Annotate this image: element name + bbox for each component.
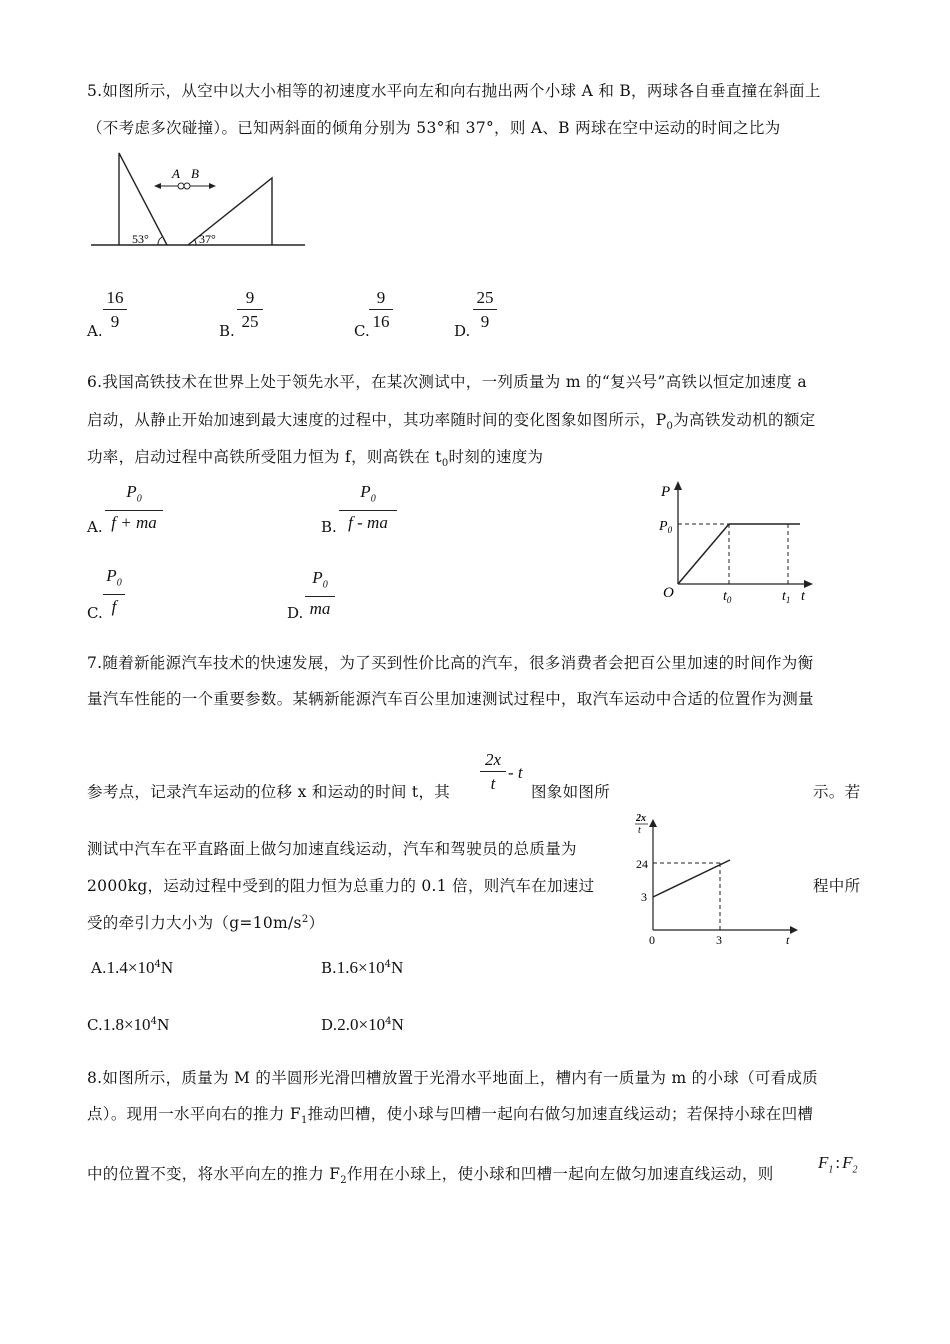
unit: N: [391, 1015, 404, 1034]
power-ramp-line: [678, 524, 729, 584]
x-axis-arrow: [804, 580, 813, 588]
coefficient: 1.4: [106, 958, 128, 977]
q6-option-b-fraction: [339, 482, 397, 533]
times-ten: ×10: [358, 958, 385, 977]
q7-line5b: 程中所: [813, 877, 861, 895]
q6-line3-text-a: 功率，启动过程中高铁所受阻力恒为 f，则高铁在 t: [87, 448, 442, 466]
q7-fraction-tail: - t: [508, 763, 523, 782]
p-symbol: P: [312, 568, 323, 587]
ratio-colon: :: [835, 1153, 841, 1172]
denominator: 9: [110, 312, 120, 331]
fraction-bar: [105, 510, 163, 511]
subscript-0: 0: [667, 525, 673, 535]
q6-line2: [87, 413, 815, 432]
label-b: B: [191, 166, 199, 181]
q6-option-d-fraction: [305, 568, 335, 619]
left-angle-arc: [158, 237, 162, 245]
fraction-bar: [305, 596, 335, 597]
angle-37-label: 37°: [199, 232, 216, 246]
x-axis-label: t: [801, 589, 805, 604]
y-tick-3: 3: [641, 890, 647, 904]
numerator: [339, 482, 397, 509]
q5-option-b-label: B.: [219, 322, 235, 340]
subscript-2: 2: [340, 1175, 347, 1187]
x-axis-arrow: [790, 926, 798, 934]
p-symbol: P: [106, 566, 117, 585]
denominator: f + ma: [111, 513, 157, 533]
p-symbol: P: [659, 519, 668, 534]
x-tick-3: 3: [716, 933, 722, 947]
q5-option-c-label: C.: [354, 322, 370, 340]
t0-tick-label: [723, 589, 732, 605]
q8-line1: 8.如图所示，质量为 M 的半圆形光滑凹槽放置于光滑水平地面上，槽内有一质量为 m 的小球（可看成质: [87, 1069, 819, 1087]
x-axis-label: t: [786, 933, 790, 947]
angle-53-label: 53°: [132, 232, 149, 246]
option-label: D.: [321, 1016, 338, 1034]
fraction-bar: [480, 771, 506, 772]
q5-line1: 5.如图所示，从空中以大小相等的初速度水平向左和向右抛出两个小球 A 和 B，两球各自垂直撞在斜面上: [87, 82, 821, 100]
numerator: 9: [245, 288, 255, 307]
q6-line3: [87, 450, 543, 469]
q7-line3b: 图象如图所: [531, 783, 611, 801]
subscript-0: 0: [726, 595, 732, 605]
times-ten: ×10: [358, 1015, 386, 1034]
q5-incline-figure: [88, 148, 310, 254]
data-line: [653, 860, 730, 897]
exponent: 4: [384, 959, 392, 970]
q7-line6: 受的牵引力大小为$(g=10m/s^2)$: [87, 914, 325, 933]
subscript-0: 0: [370, 493, 376, 505]
q5-option-d-label: D.: [454, 322, 471, 340]
denominator: 16: [372, 312, 390, 331]
q8-line3: [87, 1167, 774, 1186]
fraction-bar: [339, 510, 397, 511]
coefficient: 1.6: [336, 958, 359, 977]
q8-line3-text-a: 中的位置不变，将水平向左的推力 F: [87, 1165, 341, 1183]
subscript-0: 0: [136, 493, 142, 505]
q6-option-c-fraction: [103, 566, 125, 617]
x-tick-0: 0: [649, 933, 655, 947]
q6-line3-text-b: 时刻的速度为: [448, 448, 544, 466]
y-axis-arrow: [674, 481, 682, 490]
q5-option-c-fraction: [369, 288, 393, 332]
q5-option-d-fraction: [473, 288, 497, 332]
q8-line2-text-b: 推动凹槽，使小球与凹槽一起向右做匀加速直线运动；若保持小球在凹槽: [307, 1105, 814, 1123]
q7-option-a: [91, 958, 173, 978]
subscript-0: 0: [116, 577, 122, 589]
label-a: A: [172, 166, 180, 181]
numerator: 25: [476, 288, 494, 307]
p-symbol: P: [126, 482, 137, 501]
t-symbol: t: [723, 589, 727, 604]
numerator: [305, 568, 335, 595]
y-axis-denominator: t: [638, 825, 641, 836]
y-axis-arrow: [649, 819, 657, 827]
q7-option-c: [87, 1015, 169, 1035]
q6-option-a-fraction: [105, 482, 163, 533]
q7-line2: 量汽车性能的一个重要参数。某辆新能源汽车百公里加速测试过程中，取汽车运动中合适的位置作为测量: [87, 690, 814, 708]
exponent: 4: [150, 1016, 157, 1027]
q7-inline-fraction: [480, 750, 506, 794]
option-label: A.: [91, 959, 107, 977]
unit: N: [156, 1015, 170, 1034]
q7-line3c: 示。若: [813, 783, 861, 801]
subscript-1: 1: [828, 1164, 834, 1176]
q8-force-ratio: [818, 1153, 858, 1175]
exponent: 4: [154, 959, 161, 970]
q7-line5a: 2000kg，运动过程中受到的阻力恒为总重力的 0.1 倍，则汽车在加速过: [87, 877, 595, 895]
times-ten: ×10: [123, 1015, 151, 1034]
f2-symbol: F: [842, 1153, 853, 1172]
numerator: [103, 566, 125, 593]
origin-label: O: [663, 585, 674, 601]
q6-line1: 6.我国高铁技术在世界上处于领先水平，在某次测试中，一列质量为 m 的“复兴号”高铁以恒定加速度 a: [87, 373, 807, 391]
denominator: 25: [241, 312, 259, 331]
y-tick-24: 24: [636, 857, 648, 871]
ball-b: [184, 183, 190, 189]
fraction-bar: [473, 309, 497, 310]
q6-option-d-label: D.: [287, 604, 304, 622]
subscript-1: 1: [785, 595, 791, 605]
numerator: 2x: [484, 750, 502, 769]
q5-line2: （不考虑多次碰撞）。已知两斜面的倾角分别为 53°和 37°，则 A、B 两球在空中运动的时间之比为: [87, 119, 781, 137]
ball-a: [178, 183, 184, 189]
exponent: 4: [385, 1016, 392, 1027]
q6-line2-text-b: 为高铁发动机的额定: [673, 411, 816, 429]
q7-line4: 测试中汽车在平直路面上做匀加速直线运动，汽车和驾驶员的总质量为: [87, 840, 577, 858]
q5-option-a-fraction: [103, 288, 127, 332]
subscript-1: 1: [300, 1115, 308, 1127]
arrow-right-head: [209, 183, 216, 189]
q8-line2-text-a: 点）。现用一水平向右的推力 F: [87, 1105, 301, 1123]
coefficient: 2.0: [337, 1015, 359, 1034]
right-angle-arc: [194, 239, 196, 245]
t-symbol: t: [782, 589, 786, 604]
q7-option-b: [321, 958, 403, 978]
superscript-2: 2: [301, 914, 309, 925]
denominator: 9: [480, 312, 490, 331]
q6-option-c-label: C.: [87, 604, 103, 622]
q6-power-time-graph: [655, 478, 817, 608]
q6-option-b-label: B.: [321, 518, 337, 536]
fraction-bar: [103, 309, 127, 310]
q6-line2-text-a: 启动，从静止开始加速到最大速度的过程中，其功率随时间的变化图象如图所示，P: [87, 411, 667, 429]
fraction-bar: [237, 309, 263, 310]
unit: N: [160, 958, 174, 977]
denominator: t: [490, 774, 496, 793]
subscript-0: 0: [441, 458, 449, 470]
q5-option-b-fraction: [237, 288, 263, 332]
denominator: f - ma: [348, 513, 388, 533]
y-axis-numerator: 2x: [636, 813, 646, 824]
denominator: ma: [309, 599, 331, 619]
subscript-2: 2: [852, 1164, 858, 1176]
q8-line2: [87, 1107, 813, 1126]
q7-line1: 7.随着新能源汽车技术的快速发展，为了买到性价比高的汽车，很多消费者会把百公里加速的时间作为衡: [87, 654, 814, 672]
f1-symbol: F: [818, 1153, 829, 1172]
arrow-left-head: [154, 183, 161, 189]
q7-2x-over-t-graph: [628, 810, 800, 950]
p-symbol: P: [360, 482, 371, 501]
numerator: 16: [106, 288, 124, 307]
q8-line3-text-b: 作用在小球上，使小球和凹槽一起向左做匀加速直线运动，则: [346, 1165, 774, 1183]
option-label: B.: [321, 959, 337, 977]
p0-tick-label: [658, 519, 673, 535]
subscript-0: 0: [322, 579, 328, 591]
q7-option-d: [321, 1015, 404, 1035]
y-axis-label: P: [661, 484, 671, 500]
denominator: f: [111, 597, 117, 617]
q6-option-a-label: A.: [87, 518, 103, 536]
times-ten: ×10: [127, 958, 155, 977]
t1-tick-label: [782, 589, 790, 605]
option-label: C.: [87, 1016, 103, 1034]
unit: N: [391, 958, 404, 977]
numerator: [105, 482, 163, 509]
coefficient: 1.8: [102, 1015, 124, 1034]
q5-option-a-label: A.: [87, 322, 103, 340]
fraction-bar: [103, 594, 125, 595]
numerator: 9: [376, 288, 386, 307]
subscript-0: 0: [666, 421, 674, 433]
fraction-bar: [369, 309, 393, 310]
q7-line3a: 参考点，记录汽车运动的位移 x 和运动的时间 t，其: [87, 783, 451, 801]
